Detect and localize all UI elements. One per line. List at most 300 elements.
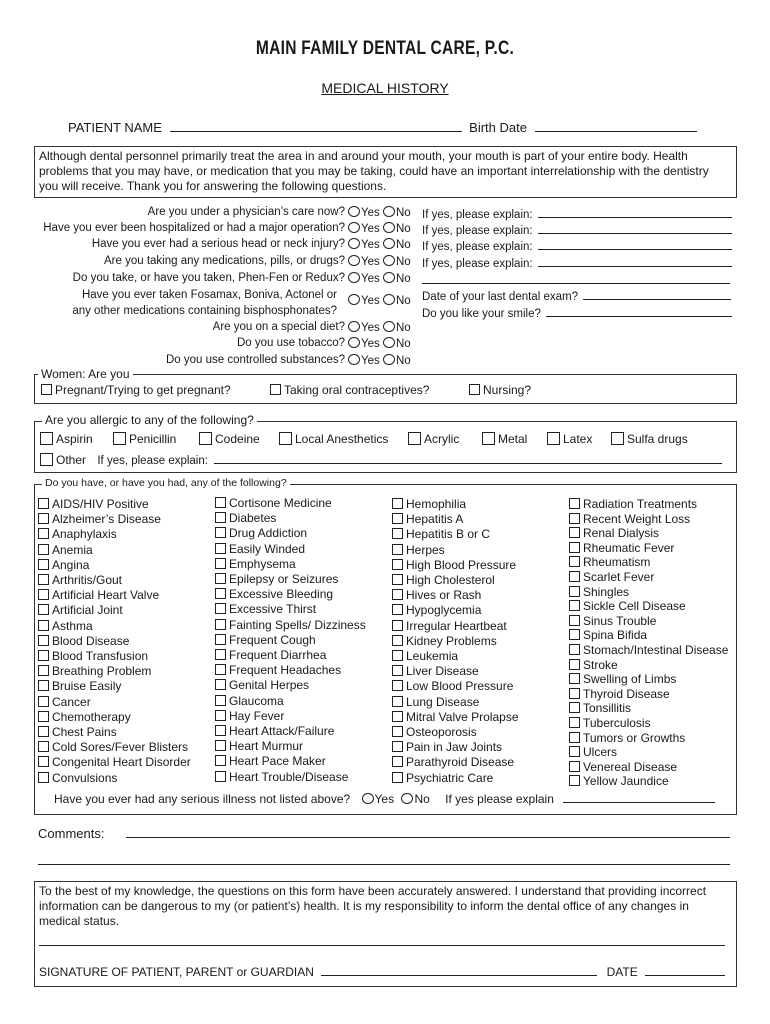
serious-illness-row bbox=[54, 791, 715, 806]
condition-item[interactable] bbox=[215, 648, 366, 663]
condition-item[interactable] bbox=[215, 694, 366, 709]
condition-item[interactable] bbox=[569, 614, 728, 629]
answer-yes[interactable]: Yes bbox=[348, 223, 380, 235]
condition-item[interactable] bbox=[569, 599, 728, 614]
condition-item[interactable] bbox=[569, 745, 728, 760]
women-option[interactable]: Taking oral contraceptives? bbox=[270, 383, 429, 397]
checkbox[interactable] bbox=[569, 746, 580, 757]
condition-label: Fainting Spells/ Dizziness bbox=[229, 617, 366, 632]
condition-item[interactable] bbox=[38, 679, 191, 694]
answer-yes[interactable]: Yes bbox=[348, 256, 380, 268]
checkbox[interactable] bbox=[392, 589, 403, 600]
checkbox[interactable] bbox=[38, 680, 49, 691]
allergy-option[interactable]: Acrylic bbox=[408, 432, 459, 446]
condition-item[interactable] bbox=[392, 740, 519, 755]
condition-item[interactable] bbox=[392, 725, 519, 740]
statement-line[interactable] bbox=[39, 934, 725, 946]
condition-label: AIDS/HIV Positive bbox=[52, 497, 149, 511]
condition-item[interactable] bbox=[392, 543, 519, 558]
condition-label: Chest Pains bbox=[52, 725, 117, 740]
checkbox[interactable] bbox=[215, 710, 226, 721]
condition-label: Emphysema bbox=[229, 556, 296, 571]
condition-item[interactable] bbox=[569, 760, 728, 775]
condition-item[interactable] bbox=[215, 678, 366, 693]
question-text: Do you take, or have you taken, Phen-Fen or Redux? bbox=[72, 272, 345, 284]
condition-item[interactable] bbox=[392, 497, 519, 512]
condition-item[interactable] bbox=[569, 512, 728, 527]
answer-no[interactable]: No bbox=[383, 273, 411, 285]
condition-label: Irregular Heartbeat bbox=[406, 618, 507, 633]
checkbox[interactable] bbox=[569, 615, 580, 626]
conditions-column-4 bbox=[569, 497, 728, 789]
condition-item[interactable] bbox=[38, 710, 191, 725]
answer-no[interactable]: No bbox=[383, 295, 411, 307]
condition-item[interactable] bbox=[392, 512, 519, 527]
condition-item[interactable] bbox=[215, 739, 366, 754]
condition-label: Rheumatism bbox=[583, 555, 651, 570]
condition-item[interactable] bbox=[38, 771, 191, 786]
allergy-option[interactable]: Penicillin bbox=[113, 432, 176, 446]
checkbox[interactable] bbox=[547, 432, 560, 445]
practice-name: MAIN FAMILY DENTAL CARE, P.C. bbox=[255, 38, 515, 59]
serious-no[interactable]: No bbox=[401, 792, 429, 806]
condition-label: Angina bbox=[52, 557, 90, 572]
explain-row bbox=[422, 206, 732, 221]
checkbox[interactable] bbox=[215, 497, 226, 508]
radio[interactable] bbox=[383, 206, 395, 217]
smile-row bbox=[422, 305, 732, 320]
condition-item[interactable] bbox=[38, 543, 191, 558]
radio[interactable] bbox=[348, 294, 360, 305]
condition-item[interactable] bbox=[38, 603, 191, 618]
checkbox[interactable] bbox=[40, 432, 53, 445]
checkbox[interactable] bbox=[215, 755, 226, 766]
explain-label: If yes, please explain: bbox=[422, 225, 533, 237]
serious-illness-question: Have you ever had any serious illness not listed above? bbox=[54, 792, 351, 806]
checkbox[interactable] bbox=[38, 726, 49, 737]
checkbox[interactable] bbox=[569, 513, 580, 524]
explain-field[interactable] bbox=[538, 222, 732, 234]
serious-yes[interactable]: Yes bbox=[362, 792, 395, 806]
condition-label: Psychiatric Care bbox=[406, 770, 494, 785]
checkbox[interactable] bbox=[279, 432, 292, 445]
condition-label: Rheumatic Fever bbox=[583, 540, 675, 555]
radio[interactable] bbox=[348, 206, 360, 217]
condition-item[interactable] bbox=[38, 649, 191, 664]
explain-field[interactable] bbox=[538, 206, 732, 218]
checkbox[interactable] bbox=[392, 528, 403, 539]
women-option[interactable]: Pregnant/Trying to get pregnant? bbox=[41, 383, 231, 397]
checkbox[interactable] bbox=[215, 664, 226, 675]
checkbox[interactable] bbox=[215, 619, 226, 630]
condition-item[interactable] bbox=[392, 710, 519, 725]
allergy-option[interactable]: Aspirin bbox=[40, 432, 93, 446]
condition-item[interactable] bbox=[215, 572, 366, 587]
checkbox[interactable] bbox=[215, 725, 226, 736]
condition-item[interactable] bbox=[215, 709, 366, 724]
condition-item[interactable] bbox=[569, 541, 728, 556]
condition-label: Low Blood Pressure bbox=[406, 679, 514, 694]
condition-item[interactable] bbox=[392, 755, 519, 770]
condition-item[interactable] bbox=[38, 619, 191, 634]
checkbox[interactable] bbox=[199, 432, 212, 445]
answer-yes[interactable]: Yes bbox=[348, 273, 380, 285]
condition-item[interactable] bbox=[392, 573, 519, 588]
condition-item[interactable] bbox=[569, 570, 728, 585]
checkbox[interactable] bbox=[392, 544, 403, 555]
allergy-explain-label: If yes, please explain: bbox=[97, 455, 208, 467]
checkbox[interactable] bbox=[569, 732, 580, 743]
answer-no[interactable]: No bbox=[383, 256, 411, 268]
question-text: Have you ever been hospitalized or had a major operation? bbox=[43, 222, 345, 234]
checkbox[interactable] bbox=[215, 588, 226, 599]
condition-label: Hemophilia bbox=[406, 497, 467, 511]
radio[interactable] bbox=[362, 793, 374, 804]
checkbox[interactable] bbox=[215, 740, 226, 751]
condition-item[interactable] bbox=[215, 663, 366, 678]
condition-item[interactable] bbox=[215, 557, 366, 572]
condition-item[interactable] bbox=[569, 585, 728, 600]
condition-label: Asthma bbox=[52, 618, 93, 633]
explain-row bbox=[422, 222, 732, 237]
condition-label: Parathyroid Disease bbox=[406, 755, 515, 770]
condition-item[interactable] bbox=[569, 643, 728, 658]
condition-label: Ulcers bbox=[583, 745, 618, 760]
condition-item[interactable] bbox=[569, 701, 728, 716]
condition-item[interactable] bbox=[215, 770, 366, 785]
condition-item[interactable] bbox=[569, 774, 728, 789]
condition-item[interactable] bbox=[392, 558, 519, 573]
condition-label: Cancer bbox=[52, 694, 91, 709]
allergy-option[interactable]: Codeine bbox=[199, 432, 260, 446]
radio[interactable] bbox=[348, 222, 360, 233]
condition-label: Swelling of Limbs bbox=[583, 672, 677, 687]
checkbox[interactable] bbox=[392, 711, 403, 722]
condition-item[interactable] bbox=[569, 628, 728, 643]
condition-item[interactable] bbox=[38, 588, 191, 603]
checkbox[interactable] bbox=[569, 717, 580, 728]
serious-explain-field[interactable] bbox=[563, 791, 715, 803]
checkbox[interactable] bbox=[38, 604, 49, 615]
explain-field[interactable] bbox=[538, 238, 732, 250]
allergy-option[interactable]: Local Anesthetics bbox=[279, 432, 388, 446]
question-text: Are you taking any medications, pills, or drugs? bbox=[104, 255, 345, 267]
birth-date-field[interactable] bbox=[535, 120, 697, 132]
date-label: DATE bbox=[606, 965, 638, 979]
question-text: Have you ever had a serious head or neck injury? bbox=[91, 238, 345, 250]
condition-label: Tonsillitis bbox=[583, 701, 632, 716]
checkbox[interactable] bbox=[38, 528, 49, 539]
checkbox[interactable] bbox=[392, 726, 403, 737]
condition-label: Venereal Disease bbox=[583, 759, 678, 774]
signature-label: SIGNATURE OF PATIENT, PARENT or GUARDIAN bbox=[39, 965, 314, 979]
signature-field[interactable] bbox=[321, 964, 597, 976]
condition-label: Sickle Cell Disease bbox=[583, 599, 686, 614]
checkbox[interactable] bbox=[569, 527, 580, 538]
yes-no-options bbox=[348, 238, 411, 251]
condition-label: High Cholesterol bbox=[406, 573, 495, 588]
checkbox[interactable] bbox=[569, 775, 580, 786]
condition-label: Genital Herpes bbox=[229, 678, 310, 693]
answer-yes[interactable]: Yes bbox=[348, 355, 380, 367]
condition-label: Glaucoma bbox=[229, 693, 284, 708]
checkbox[interactable] bbox=[569, 688, 580, 699]
condition-label: Excessive Thirst bbox=[229, 602, 317, 617]
condition-item[interactable] bbox=[38, 634, 191, 649]
condition-label: Pain in Jaw Joints bbox=[406, 740, 503, 755]
condition-item[interactable] bbox=[215, 587, 366, 602]
last-exam-label: Date of your last dental exam? bbox=[422, 291, 578, 303]
women-option[interactable]: Nursing? bbox=[469, 383, 531, 397]
radio[interactable] bbox=[383, 294, 395, 305]
checkbox[interactable] bbox=[569, 498, 580, 509]
answer-yes[interactable]: Yes bbox=[348, 295, 380, 307]
radio[interactable] bbox=[401, 793, 413, 804]
condition-item[interactable] bbox=[38, 695, 191, 710]
checkbox[interactable] bbox=[482, 432, 495, 445]
checkbox[interactable] bbox=[392, 574, 403, 585]
blank-field[interactable] bbox=[422, 272, 730, 284]
condition-item[interactable] bbox=[569, 687, 728, 702]
checkbox[interactable] bbox=[569, 556, 580, 567]
condition-label: Anaphylaxis bbox=[52, 527, 117, 542]
condition-label: Stroke bbox=[583, 657, 618, 672]
condition-item[interactable] bbox=[569, 716, 728, 731]
checkbox[interactable] bbox=[392, 665, 403, 676]
checkbox[interactable] bbox=[38, 559, 49, 570]
checkbox[interactable] bbox=[392, 772, 403, 783]
checkbox[interactable] bbox=[38, 741, 49, 752]
answer-no[interactable]: No bbox=[383, 223, 411, 235]
checkbox[interactable] bbox=[215, 634, 226, 645]
comments-line-1[interactable] bbox=[126, 826, 730, 838]
checkbox[interactable] bbox=[569, 702, 580, 713]
patient-name-label: PATIENT NAME bbox=[68, 120, 162, 135]
condition-item[interactable] bbox=[569, 731, 728, 746]
smile-field[interactable] bbox=[546, 305, 732, 317]
checkbox[interactable] bbox=[611, 432, 624, 445]
condition-label: Sinus Trouble bbox=[583, 613, 657, 628]
condition-item[interactable] bbox=[392, 649, 519, 664]
checkbox[interactable] bbox=[40, 453, 53, 466]
checkbox[interactable] bbox=[38, 589, 49, 600]
condition-item[interactable] bbox=[392, 771, 519, 786]
condition-item[interactable] bbox=[38, 512, 191, 527]
condition-label: Hepatitis A bbox=[406, 512, 464, 527]
condition-label: Yellow Jaundice bbox=[583, 774, 669, 789]
condition-item[interactable] bbox=[215, 618, 366, 633]
condition-item[interactable] bbox=[569, 555, 728, 570]
condition-item[interactable] bbox=[392, 527, 519, 542]
allergy-option[interactable]: Metal bbox=[482, 432, 527, 446]
date-field[interactable] bbox=[645, 964, 725, 976]
checkbox[interactable] bbox=[215, 695, 226, 706]
allergy-explain-field[interactable] bbox=[214, 452, 722, 464]
condition-item[interactable] bbox=[215, 496, 366, 511]
condition-item[interactable] bbox=[392, 619, 519, 634]
answer-no[interactable]: No bbox=[383, 322, 411, 334]
condition-item[interactable] bbox=[569, 526, 728, 541]
checkbox[interactable] bbox=[569, 629, 580, 640]
checkbox[interactable] bbox=[392, 559, 403, 570]
checkbox[interactable] bbox=[215, 543, 226, 554]
answer-yes[interactable]: Yes bbox=[348, 239, 380, 251]
condition-item[interactable] bbox=[569, 672, 728, 687]
checkbox[interactable] bbox=[392, 650, 403, 661]
checkbox[interactable] bbox=[569, 571, 580, 582]
radio[interactable] bbox=[383, 238, 395, 249]
checkbox[interactable] bbox=[215, 603, 226, 614]
radio[interactable] bbox=[348, 354, 360, 365]
checkbox[interactable] bbox=[41, 384, 52, 395]
condition-item[interactable] bbox=[38, 755, 191, 770]
condition-label: Herpes bbox=[406, 542, 445, 557]
condition-item[interactable] bbox=[392, 588, 519, 603]
checkbox[interactable] bbox=[569, 542, 580, 553]
condition-label: Artificial Heart Valve bbox=[52, 588, 160, 603]
condition-item[interactable] bbox=[38, 725, 191, 740]
smile-label: Do you like your smile? bbox=[422, 308, 541, 320]
comments-line-2[interactable] bbox=[38, 853, 730, 865]
checkbox[interactable] bbox=[215, 771, 226, 782]
answer-yes[interactable]: Yes bbox=[348, 338, 380, 350]
condition-label: High Blood Pressure bbox=[406, 557, 517, 572]
checkbox[interactable] bbox=[215, 512, 226, 523]
explain-field[interactable] bbox=[538, 255, 732, 267]
answer-no[interactable]: No bbox=[383, 207, 411, 219]
checkbox[interactable] bbox=[38, 711, 49, 722]
checkbox[interactable] bbox=[569, 673, 580, 684]
checkbox[interactable] bbox=[215, 649, 226, 660]
patient-name-field[interactable] bbox=[170, 120, 462, 132]
checkbox[interactable] bbox=[569, 761, 580, 772]
condition-item[interactable] bbox=[215, 633, 366, 648]
condition-item[interactable] bbox=[392, 634, 519, 649]
checkbox[interactable] bbox=[569, 659, 580, 670]
checkbox[interactable] bbox=[38, 696, 49, 707]
checkbox[interactable] bbox=[392, 756, 403, 767]
answer-yes[interactable]: Yes bbox=[348, 322, 380, 334]
checkbox[interactable] bbox=[38, 498, 49, 509]
condition-item[interactable] bbox=[569, 658, 728, 673]
women-legend: Women: Are you bbox=[38, 367, 133, 381]
condition-item[interactable] bbox=[569, 497, 728, 512]
condition-item[interactable] bbox=[38, 497, 191, 512]
allergy-option[interactable]: Latex bbox=[547, 432, 592, 446]
condition-label: Heart Pace Maker bbox=[229, 754, 326, 769]
condition-item[interactable] bbox=[215, 526, 366, 541]
radio[interactable] bbox=[383, 354, 395, 365]
checkbox[interactable] bbox=[38, 665, 49, 676]
checkbox[interactable] bbox=[38, 620, 49, 631]
checkbox[interactable] bbox=[38, 513, 49, 524]
radio[interactable] bbox=[348, 337, 360, 348]
answer-no[interactable]: No bbox=[383, 338, 411, 350]
checkbox[interactable] bbox=[270, 384, 281, 395]
checkbox[interactable] bbox=[38, 650, 49, 661]
checkbox[interactable] bbox=[215, 679, 226, 690]
yes-no-options bbox=[348, 272, 411, 285]
last-exam-row bbox=[422, 288, 731, 303]
condition-item[interactable] bbox=[392, 679, 519, 694]
radio[interactable] bbox=[348, 321, 360, 332]
radio[interactable] bbox=[383, 272, 395, 283]
checkbox[interactable] bbox=[392, 741, 403, 752]
allergy-other-row bbox=[40, 452, 722, 467]
condition-item[interactable] bbox=[38, 740, 191, 755]
checkbox[interactable] bbox=[392, 620, 403, 631]
checkbox[interactable] bbox=[215, 527, 226, 538]
answer-yes[interactable]: Yes bbox=[348, 207, 380, 219]
condition-item[interactable] bbox=[392, 603, 519, 618]
condition-item[interactable] bbox=[215, 511, 366, 526]
condition-label: Heart Attack/Failure bbox=[229, 724, 335, 739]
radio[interactable] bbox=[348, 255, 360, 266]
blank-row bbox=[422, 272, 730, 287]
checkbox[interactable] bbox=[215, 558, 226, 569]
condition-item[interactable] bbox=[215, 542, 366, 557]
allergy-other-label: Other bbox=[56, 453, 87, 467]
checkbox[interactable] bbox=[38, 574, 49, 585]
condition-item[interactable] bbox=[38, 573, 191, 588]
condition-item[interactable] bbox=[38, 527, 191, 542]
checkbox[interactable] bbox=[469, 384, 480, 395]
checkbox[interactable] bbox=[569, 600, 580, 611]
checkbox[interactable] bbox=[113, 432, 126, 445]
condition-item[interactable] bbox=[392, 664, 519, 679]
checkbox[interactable] bbox=[215, 573, 226, 584]
checkbox[interactable] bbox=[392, 498, 403, 509]
radio[interactable] bbox=[383, 321, 395, 332]
checkbox[interactable] bbox=[569, 644, 580, 655]
answer-no[interactable]: No bbox=[383, 239, 411, 251]
condition-item[interactable] bbox=[38, 664, 191, 679]
condition-item[interactable] bbox=[215, 602, 366, 617]
condition-label: Frequent Headaches bbox=[229, 663, 342, 678]
checkbox[interactable] bbox=[392, 604, 403, 615]
radio[interactable] bbox=[348, 238, 360, 249]
condition-label: Cortisone Medicine bbox=[229, 496, 332, 510]
radio[interactable] bbox=[383, 255, 395, 266]
checkbox[interactable] bbox=[38, 772, 49, 783]
condition-item[interactable] bbox=[215, 754, 366, 769]
condition-label: Easily Winded bbox=[229, 541, 306, 556]
checkbox[interactable] bbox=[392, 680, 403, 691]
allergy-option[interactable]: Sulfa drugs bbox=[611, 432, 688, 446]
radio[interactable] bbox=[383, 222, 395, 233]
checkbox[interactable] bbox=[392, 696, 403, 707]
condition-item[interactable] bbox=[392, 695, 519, 710]
comments-label: Comments: bbox=[38, 826, 105, 841]
conditions-column-3 bbox=[392, 497, 519, 786]
condition-label: Frequent Diarrhea bbox=[229, 648, 327, 663]
checkbox[interactable] bbox=[38, 544, 49, 555]
question-text: Do you use tobacco? bbox=[236, 337, 345, 349]
answer-no[interactable]: No bbox=[383, 355, 411, 367]
checkbox[interactable] bbox=[38, 635, 49, 646]
last-exam-field[interactable] bbox=[583, 288, 731, 300]
checkbox[interactable] bbox=[392, 635, 403, 646]
checkbox[interactable] bbox=[38, 756, 49, 767]
radio[interactable] bbox=[348, 272, 360, 283]
condition-item[interactable] bbox=[215, 724, 366, 739]
checkbox[interactable] bbox=[408, 432, 421, 445]
radio[interactable] bbox=[383, 337, 395, 348]
condition-label: Cold Sores/Fever Blisters bbox=[52, 740, 189, 755]
checkbox[interactable] bbox=[569, 586, 580, 597]
checkbox[interactable] bbox=[392, 513, 403, 524]
condition-item[interactable] bbox=[38, 558, 191, 573]
